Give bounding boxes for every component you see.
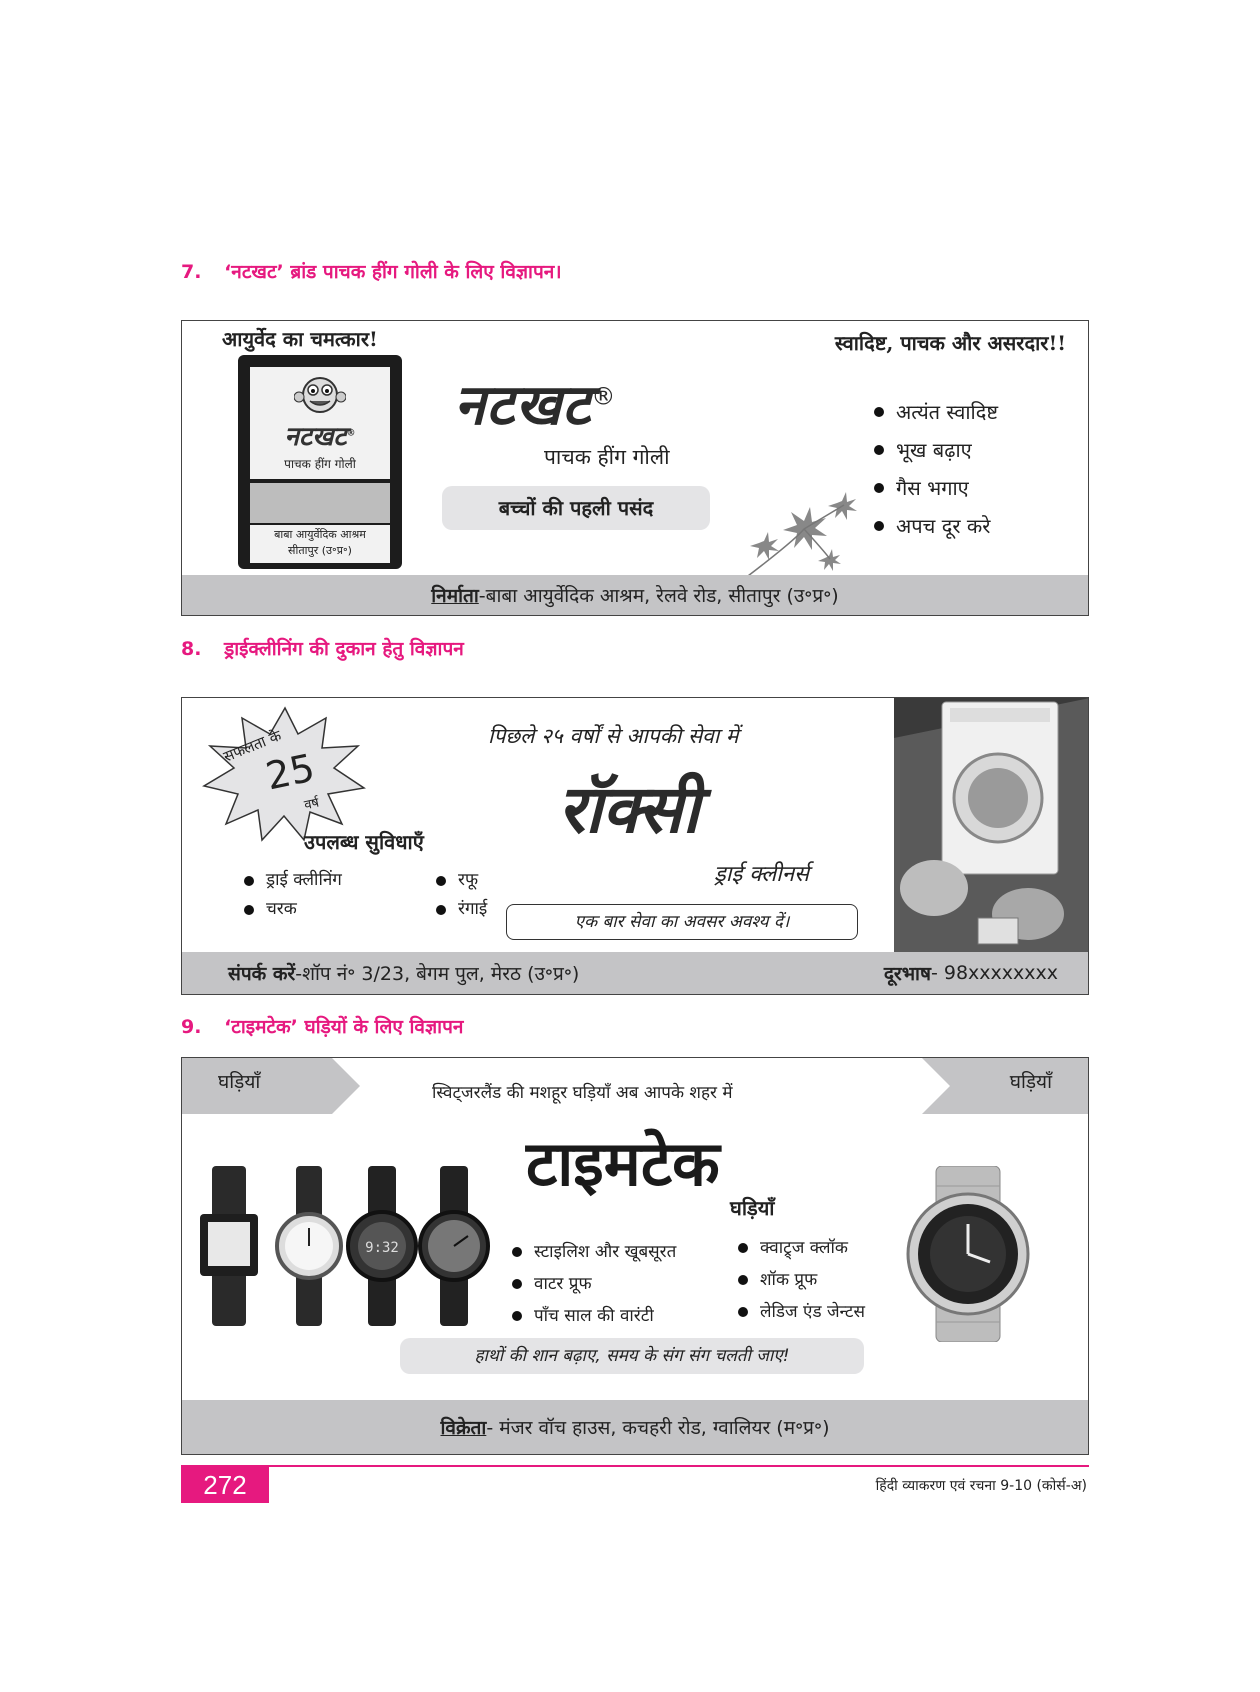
ad-slogan-left: आयुर्वेद का चमत्कार! (222, 327, 378, 351)
mascot-face-icon (294, 371, 346, 415)
contact-text: -शॉप नं॰ 3/23, बेगम पुल, मेरठ (उ॰प्र॰) (295, 963, 580, 985)
roxy-ad (181, 697, 1089, 995)
contact-bar (182, 952, 1088, 994)
list-item: पाँच साल की वारंटी (512, 1300, 676, 1332)
watch-icon (420, 1166, 488, 1326)
section-title: ‘टाइमटेक’ घड़ियों के लिए विज्ञापन (224, 1016, 464, 1038)
watch-icon (277, 1166, 341, 1326)
tagline-pill: बच्चों की पहली पसंद (442, 486, 710, 530)
washing-machine-icon (894, 698, 1089, 954)
brand-name: टाइमटेक (526, 1127, 720, 1200)
watch-digital-readout: 9:32 (365, 1240, 399, 1256)
seller-bar (182, 1400, 1088, 1454)
feature-list-right (738, 1232, 865, 1328)
list-item: शॉक प्रूफ (738, 1264, 865, 1296)
section-heading-8 (181, 635, 464, 661)
appeal-box: एक बार सेवा का अवसर अवश्य दें। (506, 904, 858, 940)
list-item: गैस भगाए (874, 469, 998, 507)
section-number: 9. (181, 1016, 202, 1038)
maker-bar (182, 575, 1088, 615)
list-item: अत्यंत स्वादिष्ट (874, 393, 998, 431)
product-pack-image (238, 355, 402, 569)
contact-label: संपर्क करें (228, 963, 296, 985)
page-number: 272 (181, 1467, 269, 1503)
feature-list (874, 393, 998, 545)
list-item: अपच दूर करे (874, 507, 998, 545)
brand-text: नटखट (454, 373, 592, 438)
pack-label (250, 367, 390, 479)
timetek-ad (181, 1057, 1089, 1455)
book-title: हिंदी व्याकरण एवं रचना 9-10 (कोर्स-अ) (875, 1478, 1087, 1494)
list-item: ड्राई क्लीनिंग (244, 866, 342, 895)
washing-machine-image (894, 698, 1089, 954)
seller-text: - मंजर वॉच हाउस, कचहरी रोड, ग्वालियर (म॰प्र॰) (486, 1417, 830, 1439)
pack-registered-mark: ® (346, 428, 356, 439)
seller-label: विक्रेता (440, 1417, 487, 1439)
maker-label: निर्माता (431, 585, 479, 607)
brand-name: रॉक्सी (558, 771, 700, 848)
brand-name (454, 365, 616, 441)
section-number: 7. (181, 261, 202, 283)
section-title: ड्राईक्लीनिंग की दुकान हेतु विज्ञापन (224, 638, 464, 660)
product-name: पाचक हींग गोली (544, 445, 670, 469)
ad-slogan-right: स्वादिष्ट, पाचक और असरदार!! (834, 331, 1066, 355)
watches-image (200, 1166, 500, 1326)
sub-brand: ड्राई क्लीनर्स (714, 862, 809, 887)
maker-text: -बाबा आयुर्वेदिक आश्रम, रेलवे रोड, सीतापुर (उ॰प्र॰) (478, 585, 839, 607)
steel-watch-image (890, 1166, 1046, 1342)
sub-brand: घड़ियाँ (730, 1196, 775, 1220)
list-item: रफू (436, 866, 487, 895)
facility-list-left (244, 866, 342, 924)
watch-icon (348, 1166, 416, 1326)
list-item: चरक (244, 895, 342, 924)
headline: स्विट्जरलैंड की मशहूर घड़ियाँ अब आपके शहर में (432, 1083, 733, 1103)
pack-maker (250, 525, 390, 563)
section-heading-7 (181, 258, 562, 284)
badge-bottom-text: वर्ष (302, 795, 321, 814)
corner-label-right: घड़ियाँ (1009, 1071, 1052, 1093)
pack-brand: नटखट (284, 422, 347, 452)
pack-product: पाचक हींग गोली (284, 457, 356, 471)
pack-window (250, 483, 390, 523)
feature-list-left (512, 1236, 676, 1332)
registered-mark: ® (591, 382, 617, 411)
pack-maker-line1: बाबा आयुर्वेदिक आश्रम (274, 528, 366, 541)
natkhat-ad (181, 320, 1089, 616)
watch-icon (200, 1166, 258, 1326)
list-item: स्टाइलिश और खूबसूरत (512, 1236, 676, 1268)
badge-top-text: सफलता के (220, 726, 284, 766)
list-item: रंगाई (436, 895, 487, 924)
phone-label: दूरभाष (883, 963, 931, 985)
pack-maker-line2: सीतापुर (उ॰प्र॰) (288, 544, 352, 557)
list-item: वाटर प्रूफ (512, 1268, 676, 1300)
flower-icon (734, 471, 874, 581)
facilities-title: उपलब्ध सुविधाएँ (304, 830, 424, 854)
phone-text: - 98xxxxxxxx (930, 962, 1058, 984)
badge-number: 25 (261, 745, 319, 799)
headline: पिछले २५ वर्षों से आपकी सेवा में (488, 724, 739, 748)
section-title: ‘नटखट’ ब्रांड पाचक हींग गोली के लिए विज्ञापन। (224, 261, 562, 283)
footer-rule (181, 1465, 1089, 1467)
facility-list-right (436, 866, 487, 924)
corner-label-left: घड़ियाँ (218, 1071, 261, 1093)
list-item: क्वाट्र्ज क्लॉक (738, 1232, 865, 1264)
section-heading-9 (181, 1013, 463, 1039)
list-item: लेडिज एंड जेन्टस (738, 1296, 865, 1328)
tagline-pill: हाथों की शान बढ़ाए, समय के संग संग चलती जाए! (400, 1338, 864, 1374)
list-item: भूख बढ़ाए (874, 431, 998, 469)
section-number: 8. (181, 638, 202, 660)
